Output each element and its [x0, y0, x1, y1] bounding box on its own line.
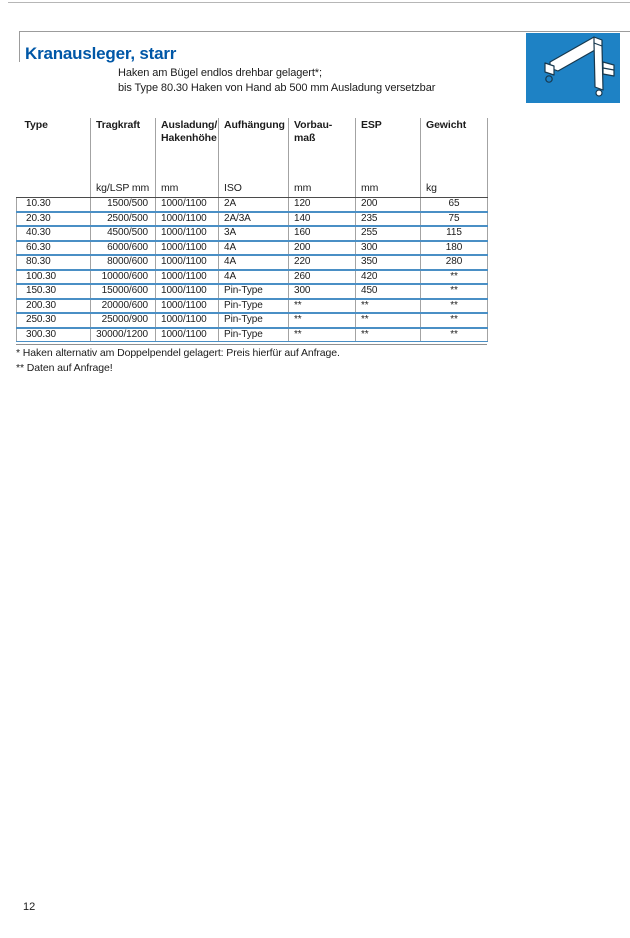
page-number: 12 [23, 901, 36, 913]
table-cell: 250.30 [17, 313, 91, 328]
page-top-rule [8, 2, 630, 3]
subtitle-line-1: Haken am Bügel endlos drehbar gelagert*; [118, 67, 322, 79]
table-cell: ** [356, 299, 421, 314]
table-cell: 150.30 [17, 284, 91, 299]
table-cell: ** [421, 299, 488, 314]
page-title: Kranausleger, starr [25, 44, 177, 63]
table-cell: 255 [356, 226, 421, 241]
column-unit [17, 177, 91, 198]
table-cell: ** [356, 328, 421, 342]
table-cell: 300 [289, 284, 356, 299]
table-cell: 30000/1200 [91, 328, 156, 342]
title-box-left-border [19, 31, 20, 62]
table-cell: 200.30 [17, 299, 91, 314]
table-cell: Pin-Type [219, 284, 289, 299]
table-cell: ** [421, 284, 488, 299]
table-cell: ** [356, 313, 421, 328]
table-cell: 1000/1100 [156, 284, 219, 299]
column-header: ESP [356, 118, 421, 177]
table-cell: Pin-Type [219, 299, 289, 314]
subtitle-line-2: bis Type 80.30 Haken von Hand ab 500 mm Ausladung versetzbar [118, 82, 436, 94]
table-row [17, 212, 488, 227]
table-row [17, 255, 488, 270]
spec-table [16, 118, 488, 342]
table-cell: 75 [421, 212, 488, 227]
table-cell: 1000/1100 [156, 198, 219, 212]
jib-crane-icon [526, 33, 620, 103]
title-box-top-border [19, 31, 630, 32]
table-cell: 40.30 [17, 226, 91, 241]
product-image-panel [526, 33, 620, 103]
table-cell: 1000/1100 [156, 226, 219, 241]
table-cell: 200 [356, 198, 421, 212]
table-cell: ** [289, 313, 356, 328]
column-unit: kg [421, 177, 488, 198]
table-row [17, 241, 488, 256]
column-unit: mm [289, 177, 356, 198]
table-cell: 1000/1100 [156, 313, 219, 328]
table-cell: 8000/600 [91, 255, 156, 270]
table-cell: 115 [421, 226, 488, 241]
footnotes [16, 346, 340, 375]
table-cell: ** [289, 299, 356, 314]
table-cell: 2A/3A [219, 212, 289, 227]
column-unit: kg/LSP mm [91, 177, 156, 198]
table-cell: 200 [289, 241, 356, 256]
table-cell: 80.30 [17, 255, 91, 270]
table-cell: 10000/600 [91, 270, 156, 285]
column-header: Tragkraft [91, 118, 156, 177]
table-cell: Pin-Type [219, 313, 289, 328]
column-header: Aufhängung [219, 118, 289, 177]
table-cell: 4A [219, 270, 289, 285]
footnote-2: ** Daten auf Anfrage! [16, 361, 113, 374]
table-body [17, 198, 488, 342]
table-row [17, 284, 488, 299]
table-cell: 2500/500 [91, 212, 156, 227]
table-cell: 6000/600 [91, 241, 156, 256]
column-unit: mm [156, 177, 219, 198]
table-header [17, 118, 488, 198]
table-row [17, 299, 488, 314]
table-cell: 350 [356, 255, 421, 270]
table-cell: 1000/1100 [156, 212, 219, 227]
table-cell: 60.30 [17, 241, 91, 256]
column-header: Ausladung/ Hakenhöhe [156, 118, 219, 177]
table-cell: 1000/1100 [156, 241, 219, 256]
table-cell: 4A [219, 255, 289, 270]
spec-table-container [16, 118, 487, 345]
table-row [17, 198, 488, 212]
table-cell: 160 [289, 226, 356, 241]
header-units-row [17, 177, 488, 198]
table-cell: 180 [421, 241, 488, 256]
table-cell: Pin-Type [219, 328, 289, 342]
table-cell: 260 [289, 270, 356, 285]
table-cell: 20.30 [17, 212, 91, 227]
table-cell: 1000/1100 [156, 328, 219, 342]
table-cell: 100.30 [17, 270, 91, 285]
column-unit: mm [356, 177, 421, 198]
column-header: Gewicht [421, 118, 488, 177]
table-cell: ** [421, 328, 488, 342]
table-cell: 140 [289, 212, 356, 227]
table-cell: 450 [356, 284, 421, 299]
table-cell: 2A [219, 198, 289, 212]
table-cell: 20000/600 [91, 299, 156, 314]
header-label-row [17, 118, 488, 177]
table-cell: 4500/500 [91, 226, 156, 241]
table-row [17, 226, 488, 241]
table-cell: 1000/1100 [156, 255, 219, 270]
table-cell: 25000/900 [91, 313, 156, 328]
column-unit: ISO [219, 177, 289, 198]
footnote-1: * Haken alternativ am Doppelpendel gelagert: Preis hierfür auf Anfrage. [16, 347, 340, 359]
table-cell: 1500/500 [91, 198, 156, 212]
table-cell: 10.30 [17, 198, 91, 212]
table-cell: 15000/600 [91, 284, 156, 299]
table-cell: 120 [289, 198, 356, 212]
table-cell: 300.30 [17, 328, 91, 342]
table-cell: 1000/1100 [156, 270, 219, 285]
table-cell: 420 [356, 270, 421, 285]
table-cell: 280 [421, 255, 488, 270]
table-cell: 4A [219, 241, 289, 256]
table-cell: ** [421, 270, 488, 285]
table-row [17, 328, 488, 342]
table-cell: ** [421, 313, 488, 328]
table-cell: 220 [289, 255, 356, 270]
table-cell: 65 [421, 198, 488, 212]
table-cell: 300 [356, 241, 421, 256]
table-cell: ** [289, 328, 356, 342]
table-row [17, 270, 488, 285]
table-cell: 3A [219, 226, 289, 241]
subtitle [118, 66, 435, 96]
table-cell: 235 [356, 212, 421, 227]
table-cell: 1000/1100 [156, 299, 219, 314]
column-header: Vorbau- maß [289, 118, 356, 177]
column-header: Type [17, 118, 91, 177]
table-row [17, 313, 488, 328]
